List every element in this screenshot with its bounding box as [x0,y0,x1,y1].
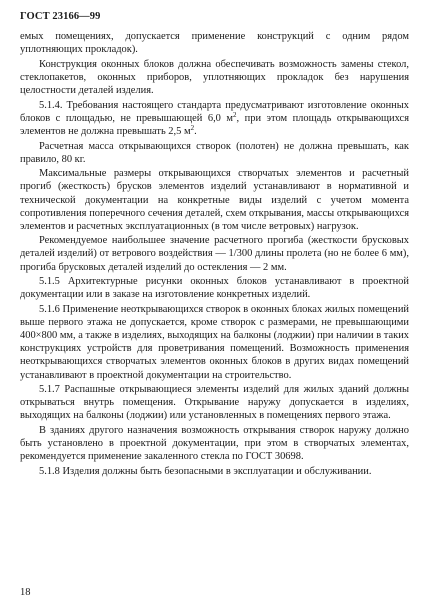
paragraph-5-1-4 [20,99,409,138]
paragraph-5-1-4-text-c: . [194,125,197,137]
paragraph-window-construction: Конструкция оконных блоков должна обеспечивать возможность замены стекол, стеклопакетов, оконных приборов, уплотняющих прокладок без нарушения целостности деталей изделия. [20,58,409,96]
superscript-square: 2 [190,123,195,132]
paragraph-continuation: емых помещениях, допускается применение конструкций с одним рядом уплотняющих прокладок). [20,31,409,56]
paragraph-5-1-8: 5.1.8 Изделия должны быть безопасными в эксплуатации и обслуживании. [39,465,372,477]
page-number: 18 [20,587,31,598]
paragraph-other-buildings: В зданиях другого назначения возможность открывания створок наружу должно быть установлено в проектной документации, при этом в створчатых элементах, рекомендуется применение закаленного стекла по ГОСТ 30698. [20,425,409,463]
paragraph-5-1-4-text-a: 5.1.4. Требования настоящего стандарта предусматривают изготовление оконных блоков с площадью, не превышающей 6,0 м [20,99,409,124]
superscript-square: 2 [233,110,237,119]
paragraph-5-1-4-text-b: , при этом площадь открывающихся элементов не должна превышать 2,5 м [20,112,409,137]
document-header: ГОСТ 23166—99 [20,11,101,22]
paragraph-mass: Расчетная масса открывающихся створок (полотен) не должна превышать, как правило, 80 кг. [20,140,409,165]
paragraph-5-1-5: 5.1.5 Архитектурные рисунки оконных блоков устанавливают в проектной документации или в заказе на изготовление конкретных изделий. [20,276,409,301]
paragraph-5-1-6: 5.1.6 Применение неоткрывающихся створок в оконных блоках жилых помещений выше первого этажа не допускается, кроме створок с размерами, не превышающими 400×800 мм, а также в изделиях, выходящих на балконы (лоджии) при наличии в таких конструкциях устройств для проветривания помещений. Возможность применения неоткрывающихся створчатых элементов оконных блоков в других видах помещений устанавливают в проектной документации на строительство. [20,304,409,381]
paragraph-5-1-7: 5.1.7 Распашные открывающиеся элементы изделий для жилых зданий должны открываться внутрь помещения. Открывание наружу допускается в изделиях, выходящих на балконы (лоджии) или установленных в помещениях первого этажа. [20,384,409,422]
paragraph-max-sizes: Максимальные размеры открывающихся створчатых элементов и расчетный прогиб (жесткость) брусков элементов изделий устанавливают в нормативной и технической документации на конкретные виды изделий с учетом момента сопротивления поперечного сечения деталей, схем открывания, массы открывающихся элементов и расчетных эксплуатационных (в том числе ветровых) нагрузок. [20,168,409,232]
document-body [20,30,409,480]
paragraph-deflection: Рекомендуемое наибольшее значение расчетного прогиба (жесткости брусковых деталей изделий) от ветрового воздействия — 1/300 длины пролета (но не более 6 мм), прогиба брусковых деталей изделий до остекления — 2 мм. [20,235,409,273]
